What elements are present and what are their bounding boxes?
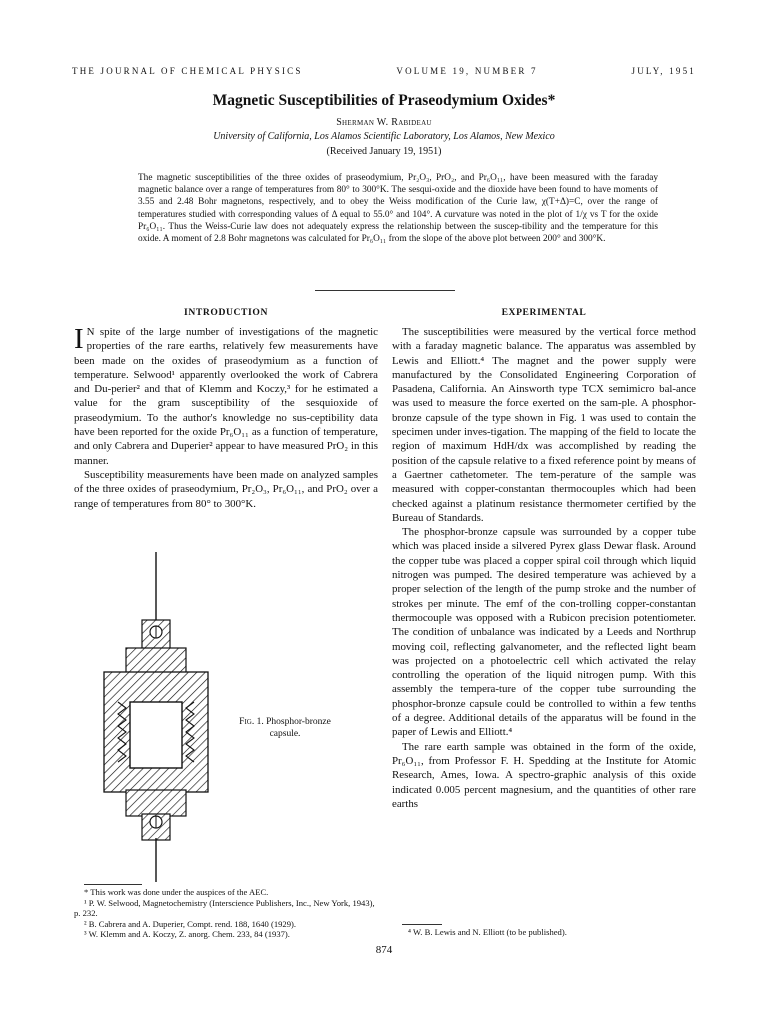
- abstract: The magnetic susceptibilities of the three oxides of praseodymium, Pr₂O₃, PrO₂, and Pr₆O₁₁, have been measured with the faraday magnetic balance over a range of temperatures from 80° to 300°K. The sesqui-oxide and the dioxide have been found to have moments of 3.55 and 2.48 Bohr magnetons, respectively, and to obey the Weiss modification of the Curie law, χ(T+Δ)=C, over the range of temperatures studied with corresponding values of Δ equal to 55.0° and 104°. A curvature was noted in the plot of 1/χ vs T for the oxide Pr₆O₁₁. Thus the Weiss-Curie law does not adequately express the relationship between the suscep-tibility and the temperature for this oxide. A moment of 2.8 Bohr magnetons was calculated for Pr₆O₁₁ from the slope of the above plot between 200° and 300°K.: [138, 173, 658, 245]
- footnote-item: ⁴ W. B. Lewis and N. Elliott (to be published).: [408, 927, 567, 937]
- author-name: Sherman W. Rabideau: [336, 117, 432, 128]
- figure-1-caption: [226, 716, 344, 740]
- received-date: (Received January 19, 1951): [326, 146, 442, 157]
- introduction-body: [74, 325, 378, 511]
- footnote-item: ³ W. Klemm and A. Koczy, Z. anorg. Chem. 233, 84 (1937).: [84, 929, 290, 939]
- footnote-rule: [402, 924, 442, 925]
- experimental-paragraph-3: The rare earth sample was obtained in the form of the oxide, Pr₆O₁₁, from Professor F. H. Spedding at the Institute for Atomic Research, Ames, Iowa. A spectro-graphic analysis of this oxide indicated 0.005 percent magnesium, and the quantities of other rare earths: [392, 740, 696, 810]
- section-divider: [315, 290, 455, 291]
- figure-caption-text: Phosphor-bronze capsule.: [266, 717, 331, 739]
- footnote-list: [74, 887, 378, 940]
- right-footnotes: [392, 924, 696, 938]
- left-column: [74, 307, 378, 511]
- figure-label: Fig. 1.: [239, 717, 264, 727]
- footnote-item: * This work was done under the auspices of the AEC.: [84, 887, 269, 897]
- footnote-item: ¹ P. W. Selwood, Magnetochemistry (Interscience Publishers, Inc., New York, 1943), p. 232.: [74, 897, 375, 918]
- right-column: [392, 307, 696, 811]
- page-number: 874: [375, 944, 393, 956]
- left-footnotes: [74, 884, 378, 940]
- footnote-rule: [84, 884, 142, 885]
- paper-title: Magnetic Susceptibilities of Praseodymium Oxides*: [212, 92, 556, 109]
- running-head: [72, 66, 696, 76]
- volume-number: VOLUME 19, NUMBER 7: [396, 66, 538, 76]
- introduction-heading: INTRODUCTION: [184, 307, 268, 318]
- experimental-paragraph-2: The phosphor-bronze capsule was surrounded by a copper tube which was placed inside a silvered Pyrex glass Dewar flask. Around the copper tube was placed a copper spiral coil through which liquid nitrogen was pumped. The desired temperature was achieved by a proper selection of the length of the pump stroke and the number of strokes per minute. The emf of the con-trolling copper-constantan thermocouple was opposed with a Rubicon precision potentiometer. The condition of unbalance was indicated by a Leeds and Northrup moving coil, reflecting galvanometer, and the reflected light beam was projected on a photoelectric cell which activated the relay controlling the operation of the liquid nitrogen pump. With this assembly the tempera-ture of the copper tube surrounding the phosphor-bronze capsule could be controlled to within a few tenths of a degree. Additional details of the apparatus will be found in the paper of Lewis and Elliott.⁴: [392, 526, 696, 739]
- journal-name: THE JOURNAL OF CHEMICAL PHYSICS: [72, 66, 303, 76]
- experimental-heading: EXPERIMENTAL: [501, 307, 587, 318]
- footnote-item: ² B. Cabrera and A. Duperier, Compt. rend. 188, 1640 (1929).: [84, 918, 297, 929]
- issue-date: JULY, 1951: [631, 66, 696, 76]
- experimental-body: [392, 325, 696, 811]
- intro-paragraph-2: Susceptibility measurements have been made on analyzed samples of the three oxides of praseodymium, Pr₂O₃, Pr₆O₁₁, and PrO₂ over a range of temperatures from 80° to 300°K.: [74, 468, 378, 510]
- drop-cap: I: [74, 323, 84, 355]
- affiliation: University of California, Los Alamos Scientific Laboratory, Los Alamos, New Mexico: [213, 131, 555, 142]
- experimental-paragraph-1: The susceptibilities were measured by the vertical force method with a faraday magnetic balance. The apparatus was assembled by Lewis and Elliott.⁴ The magnet and the power supply were manufactured by the Consolidated Engineering Corporation of Pasadena, California. An Ainsworth type TCX semimicro bal-ance was used to measure the force exerted on the sam-ple. A phosphor-bronze capsule of the type shown in Fig. 1 was used to contain the specimen under inves-tigation. The mapping of the field to locate the region of maximum HdH/dx was accomplished by reading the position of the capsule relative to a fixed reference point by means of a Gaertner cathetometer. The tem-perature of the sample was measured with copper-constantan thermocouples which had been checked against a platinum resistance thermometer certified by the Bureau of Standards.: [392, 326, 696, 524]
- intro-paragraph-1: N spite of the large number of investigations of the magnetic properties of the rare earths, relatively few measurements have been made on the oxides of praseodymium as a function of temperature. Selwood¹ apparently overlooked the work of Cabrera and Du-perier² and that of Klemm and Koczy,³ for he estimated a value for the gram susceptibility of the sesquioxide of praseodymium. To the author's knowledge no sus-ceptibility data have been reported for the oxide Pr₆O₁₁ as a function of temperature, and only Cabrera and Duperier² appear to have measured PrO₂ in this manner.: [74, 326, 378, 467]
